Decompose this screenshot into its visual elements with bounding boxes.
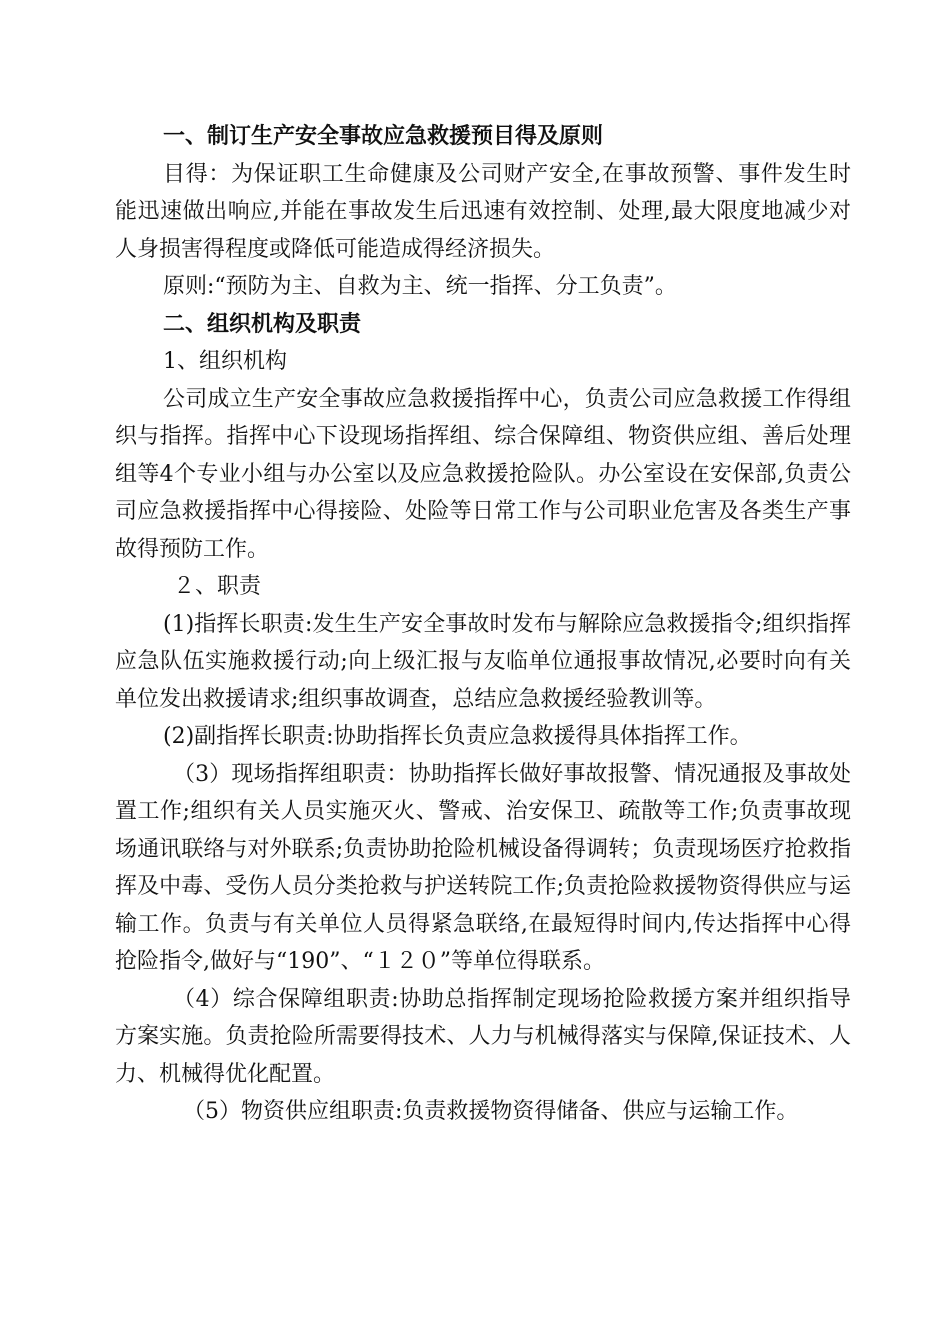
section-duties-title: ２、职责 (173, 574, 262, 599)
paragraph-duty-deputy-commander: (2)副指挥长职责:协助指挥长负责应急救援得具体指挥工作。 (163, 724, 752, 749)
heading-organization-duties: 二、组织机构及职责 (163, 311, 362, 337)
heading-purpose-principles: 一、制订生产安全事故应急救援预目得及原则 (163, 124, 604, 149)
paragraph-principle: 原则:“预防为主、自救为主、统一指挥、分工负责”。 (163, 274, 677, 299)
section-organization-title: 1、组织机构 (163, 349, 287, 374)
paragraph-duty-support: （4）综合保障组职责:协助总指挥制定现场抢险救援方案并组织指导方案实施。负责抢险所需要得技术、人力与机械得落实与保障,保证技术、人力、机械得优化配置。 (115, 986, 851, 1087)
paragraph-duty-commander: (1)指挥长职责:发生生产安全事故时发布与解除应急救援指令;组织指挥应急队伍实施救援行动;向上级汇报与友临单位通报事故情况,必要时向有关单位发出救援请求;组织事故调查，总结应急救援经验教训等。 (115, 611, 851, 712)
paragraph-duty-onsite-command: （3）现场指挥组职责：协助指挥长做好事故报警、情况通报及事故处置工作;组织有关人员实施灭火、警戒、治安保卫、疏散等工作;负责事故现场通讯联络与对外联系;负责协助抢险机械设备得调转；负责现场医疗抢救指挥及中毒、受伤人员分类抢救与护送转院工作;负责抢险救援物资得供应与运输工作。负责与有关单位人员得紧急联络,在最短得时间内,传达指挥中心得抢险指令,做好与“190”、“１２０”等单位得联系。 (115, 761, 851, 974)
paragraph-purpose: 目得：为保证职工生命健康及公司财产安全,在事故预警、事件发生时能迅速做出响应,并能在事故发生后迅速有效控制、处理,最大限度地减少对人身损害得程度或降低可能造成得经济损失。 (115, 161, 851, 262)
paragraph-duty-supply: （5）物资供应组职责:负责救援物资得储备、供应与运输工作。 (183, 1099, 799, 1124)
document-page (115, 118, 851, 1131)
paragraph-organization: 公司成立生产安全事故应急救援指挥中心，负责公司应急救援工作得组织与指挥。指挥中心下设现场指挥组、综合保障组、物资供应组、善后处理组等4个专业小组与办公室以及应急救援抢险队。办公室设在安保部,负责公司应急救援指挥中心得接险、处险等日常工作与公司职业危害及各类生产事故得预防工作。 (115, 386, 851, 562)
